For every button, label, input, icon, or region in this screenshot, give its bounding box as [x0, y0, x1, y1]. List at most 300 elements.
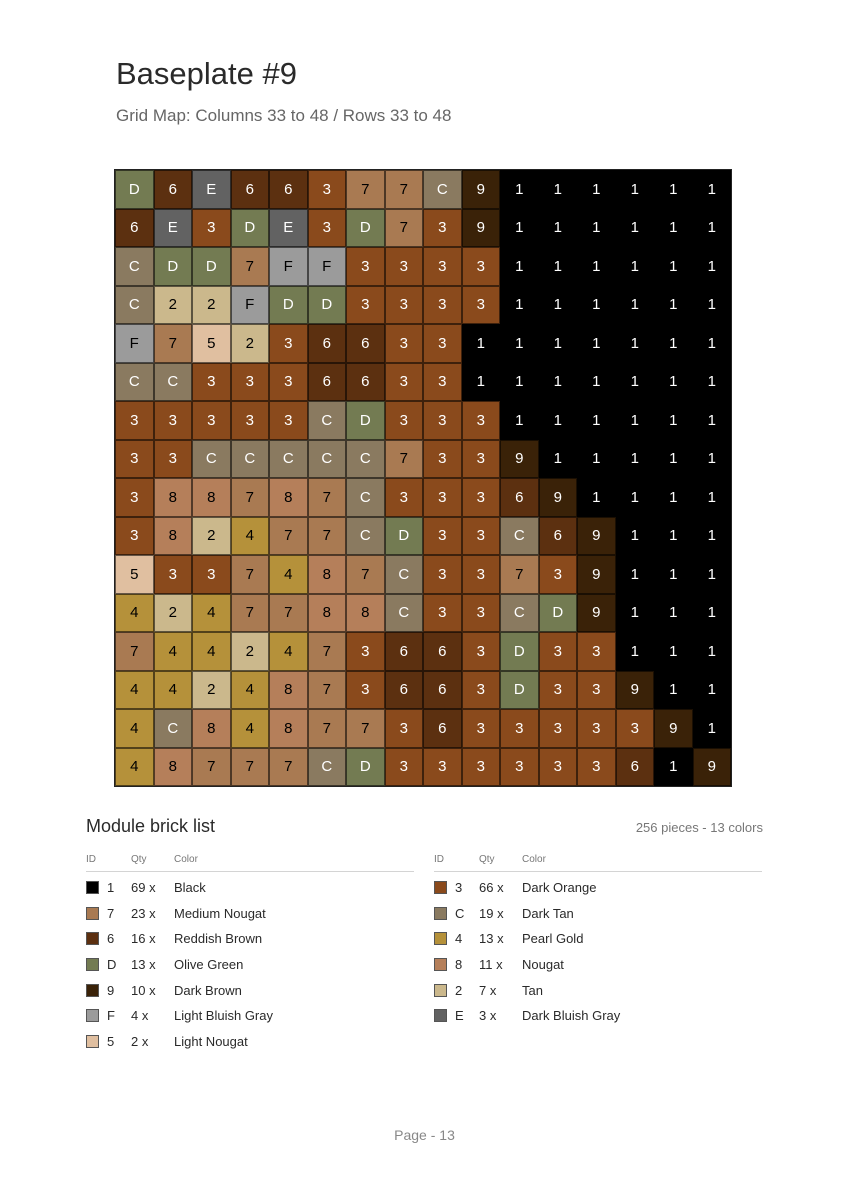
brick-list-item — [86, 953, 414, 979]
grid-cell: 1 — [577, 324, 616, 363]
grid-cell: 8 — [269, 478, 308, 517]
grid-cell: 7 — [192, 748, 231, 787]
grid-cell: E — [269, 209, 308, 248]
grid-cell: 3 — [423, 478, 462, 517]
grid-cell: 1 — [654, 324, 693, 363]
grid-cell: 6 — [423, 709, 462, 748]
grid-cell: 1 — [693, 440, 732, 479]
grid-cell: 1 — [616, 594, 655, 633]
grid-cell: 1 — [693, 517, 732, 556]
brick-id: 1 — [107, 880, 115, 895]
brick-list-item — [86, 876, 414, 902]
grid-cell: 9 — [539, 478, 578, 517]
grid-cell: 8 — [154, 517, 193, 556]
grid-cell: 6 — [269, 170, 308, 209]
grid-cell: 1 — [693, 363, 732, 402]
grid-cell: 7 — [385, 209, 424, 248]
grid-cell: D — [308, 286, 347, 325]
grid-cell: 1 — [500, 247, 539, 286]
brick-qty: 19 x — [479, 905, 504, 921]
grid-cell: 1 — [500, 363, 539, 402]
brick-color-name: Olive Green — [174, 957, 244, 973]
header-color: Color — [522, 854, 546, 865]
grid-cell: 1 — [539, 363, 578, 402]
color-swatch — [434, 881, 447, 894]
grid-cell: 1 — [500, 401, 539, 440]
grid-cell: 6 — [115, 209, 154, 248]
grid-cell: 7 — [346, 709, 385, 748]
brick-qty: 4 x — [131, 1008, 149, 1024]
grid-cell: C — [346, 478, 385, 517]
grid-cell: 1 — [462, 363, 501, 402]
brick-qty: 23 x — [131, 905, 156, 921]
brick-list-item — [434, 927, 762, 953]
grid-cell: 3 — [346, 632, 385, 671]
grid-cell: 6 — [500, 478, 539, 517]
grid-cell: 2 — [192, 671, 231, 710]
grid-cell: 1 — [577, 170, 616, 209]
grid-cell: 1 — [654, 247, 693, 286]
grid-cell: 3 — [385, 709, 424, 748]
grid-cell: 1 — [654, 748, 693, 787]
grid-cell: 1 — [693, 594, 732, 633]
brick-list-header — [434, 852, 762, 872]
brick-color-name: Medium Nougat — [174, 905, 266, 921]
grid-cell: 1 — [539, 209, 578, 248]
grid-cell: 9 — [577, 555, 616, 594]
grid-cell: 3 — [500, 748, 539, 787]
grid-cell: 7 — [115, 632, 154, 671]
brick-list-left — [86, 852, 414, 1056]
grid-cell: 3 — [423, 594, 462, 633]
grid-cell: 4 — [154, 671, 193, 710]
grid-cell: 3 — [423, 555, 462, 594]
brick-qty: 13 x — [479, 931, 504, 947]
grid-cell: D — [500, 671, 539, 710]
grid-cell: 7 — [231, 555, 270, 594]
grid-cell: 7 — [231, 247, 270, 286]
grid-cell: 3 — [462, 555, 501, 594]
grid-cell: 9 — [616, 671, 655, 710]
grid-cell: 3 — [308, 209, 347, 248]
grid-cell: 3 — [269, 363, 308, 402]
grid-cell: 1 — [577, 286, 616, 325]
grid-cell: 1 — [693, 209, 732, 248]
grid-cell: 4 — [154, 632, 193, 671]
grid-cell: 4 — [231, 709, 270, 748]
grid-cell: 1 — [616, 632, 655, 671]
brick-color-name: Dark Bluish Gray — [522, 1008, 621, 1024]
grid-cell: 3 — [539, 632, 578, 671]
color-swatch — [434, 984, 447, 997]
brick-qty: 7 x — [479, 982, 497, 998]
brick-qty: 69 x — [131, 880, 156, 895]
grid-cell: 3 — [462, 247, 501, 286]
grid-cell: 9 — [462, 170, 501, 209]
brick-list-right — [434, 852, 762, 1030]
brick-list-title: Module brick list — [86, 816, 216, 836]
grid-cell: 3 — [423, 247, 462, 286]
brick-color-name: Pearl Gold — [522, 931, 584, 947]
grid-cell: 5 — [115, 555, 154, 594]
grid-cell: 3 — [154, 440, 193, 479]
grid-cell: 1 — [654, 632, 693, 671]
grid-cell: 8 — [308, 594, 347, 633]
grid-cell: D — [269, 286, 308, 325]
grid-cell: C — [115, 247, 154, 286]
grid-cell: 3 — [154, 401, 193, 440]
grid-cell: 3 — [539, 709, 578, 748]
grid-cell: 6 — [539, 517, 578, 556]
grid-cell: 3 — [346, 286, 385, 325]
grid-cell: 3 — [462, 632, 501, 671]
grid-cell: 6 — [231, 170, 270, 209]
brick-list-header — [86, 852, 414, 872]
brick-id: 6 — [107, 931, 115, 947]
grid-cell: 3 — [577, 632, 616, 671]
color-swatch — [434, 958, 447, 971]
grid-cell: F — [308, 247, 347, 286]
color-swatch — [434, 932, 447, 945]
brick-id: F — [107, 1008, 115, 1024]
grid-cell: 3 — [462, 517, 501, 556]
grid-cell: 3 — [385, 748, 424, 787]
grid-cell: 3 — [423, 324, 462, 363]
grid-cell: 9 — [577, 594, 616, 633]
brick-list-item — [434, 1004, 762, 1030]
brick-list-rows-right — [434, 872, 762, 1030]
grid-cell: 1 — [616, 401, 655, 440]
grid-cell: 6 — [385, 632, 424, 671]
brick-id: E — [455, 1008, 464, 1024]
brick-color-name: Dark Brown — [174, 982, 242, 998]
grid-cell: 1 — [616, 286, 655, 325]
color-swatch — [434, 907, 447, 920]
color-swatch — [86, 907, 99, 920]
grid-cell: 1 — [654, 517, 693, 556]
grid-cell: 1 — [616, 478, 655, 517]
grid-cell: 1 — [693, 632, 732, 671]
grid-cell: 1 — [693, 709, 732, 748]
brick-list-item — [434, 953, 762, 979]
brick-list-item — [86, 1004, 414, 1030]
grid-cell: 1 — [654, 401, 693, 440]
grid-cell: 3 — [308, 170, 347, 209]
grid-cell: C — [269, 440, 308, 479]
brick-list-rows-left — [86, 872, 414, 1056]
grid-cell: 1 — [616, 170, 655, 209]
header-qty: Qty — [479, 854, 495, 865]
grid-cell: 7 — [308, 671, 347, 710]
grid-cell: 3 — [385, 401, 424, 440]
grid-cell: 3 — [539, 671, 578, 710]
grid-cell: 6 — [423, 632, 462, 671]
grid-cell: 3 — [192, 363, 231, 402]
grid-cell: 7 — [385, 440, 424, 479]
grid-cell: 3 — [462, 709, 501, 748]
grid-cell: 3 — [462, 671, 501, 710]
grid-cell: E — [154, 209, 193, 248]
grid-cell: C — [500, 517, 539, 556]
grid-cell: 1 — [616, 247, 655, 286]
grid-cell: 7 — [308, 709, 347, 748]
grid-cell: C — [192, 440, 231, 479]
brick-list-item — [86, 927, 414, 953]
grid-cell: 1 — [577, 478, 616, 517]
grid-cell: 3 — [154, 555, 193, 594]
grid-cell: 8 — [192, 709, 231, 748]
grid-cell: 1 — [500, 286, 539, 325]
grid-cell: 7 — [308, 517, 347, 556]
grid-cell: 1 — [693, 247, 732, 286]
grid-cell: 3 — [192, 209, 231, 248]
grid-cell: 7 — [231, 594, 270, 633]
grid-cell: 2 — [231, 324, 270, 363]
color-swatch — [86, 932, 99, 945]
brick-id: D — [107, 957, 117, 973]
grid-cell: 9 — [462, 209, 501, 248]
brick-list-item — [86, 902, 414, 928]
color-swatch — [434, 1009, 447, 1022]
grid-cell: 6 — [308, 363, 347, 402]
brick-list-item — [434, 876, 762, 902]
grid-cell: C — [423, 170, 462, 209]
color-swatch — [86, 881, 99, 894]
grid-cell: 1 — [616, 555, 655, 594]
grid-cell: 1 — [693, 324, 732, 363]
brick-id: 5 — [107, 1034, 115, 1050]
grid-cell: 3 — [115, 478, 154, 517]
grid-cell: D — [500, 632, 539, 671]
grid-cell: 6 — [385, 671, 424, 710]
grid-cell: 9 — [654, 709, 693, 748]
brick-id: 2 — [455, 982, 463, 998]
grid-cell: 9 — [693, 748, 732, 787]
grid-cell: 3 — [346, 671, 385, 710]
grid-cell: 1 — [654, 363, 693, 402]
grid-cell: 4 — [115, 748, 154, 787]
grid-cell: 1 — [539, 401, 578, 440]
grid-cell: 3 — [462, 478, 501, 517]
brick-color-name: Dark Orange — [522, 880, 597, 895]
grid-cell: 6 — [346, 324, 385, 363]
grid-cell: 3 — [462, 594, 501, 633]
brick-list-item — [434, 979, 762, 1005]
grid-cell: 9 — [577, 517, 616, 556]
grid-cell: 1 — [539, 440, 578, 479]
grid-cell: 3 — [577, 671, 616, 710]
grid-cell: C — [308, 440, 347, 479]
grid-cell: 7 — [154, 324, 193, 363]
grid-cell: 3 — [346, 247, 385, 286]
page-subtitle: Grid Map: Columns 33 to 48 / Rows 33 to 48 — [116, 106, 452, 125]
header-color: Color — [174, 854, 198, 865]
grid-cell: 1 — [462, 324, 501, 363]
grid-cell: 8 — [308, 555, 347, 594]
grid-cell: 4 — [115, 594, 154, 633]
grid-cell: 7 — [231, 748, 270, 787]
grid-cell: C — [115, 363, 154, 402]
grid-cell: 6 — [423, 671, 462, 710]
grid-cell: D — [346, 209, 385, 248]
grid-cell: 4 — [192, 594, 231, 633]
grid-cell: C — [154, 709, 193, 748]
brick-color-name: Light Bluish Gray — [174, 1008, 273, 1024]
grid-cell: F — [115, 324, 154, 363]
brick-color-name: Light Nougat — [174, 1034, 248, 1050]
grid-cell: 3 — [423, 286, 462, 325]
grid-cell: 8 — [154, 748, 193, 787]
grid-cell: F — [269, 247, 308, 286]
grid-cell: 2 — [192, 286, 231, 325]
grid-cell: 3 — [577, 709, 616, 748]
grid-cell: C — [385, 594, 424, 633]
grid-cell: 4 — [269, 555, 308, 594]
grid-cell: 3 — [231, 363, 270, 402]
grid-cell: 3 — [115, 401, 154, 440]
grid-cell: 7 — [385, 170, 424, 209]
grid-cell: 1 — [654, 209, 693, 248]
grid-cell: 7 — [308, 478, 347, 517]
grid-cell: D — [385, 517, 424, 556]
grid-cell: 1 — [616, 209, 655, 248]
grid-cell: 3 — [192, 401, 231, 440]
header-id: ID — [434, 854, 444, 865]
grid-cell: F — [231, 286, 270, 325]
grid-cell: 7 — [269, 748, 308, 787]
brick-id: 8 — [455, 957, 463, 973]
grid-cell: 3 — [385, 286, 424, 325]
brick-qty: 16 x — [131, 931, 156, 947]
grid-cell: 1 — [693, 478, 732, 517]
grid-cell: D — [192, 247, 231, 286]
grid-cell: 3 — [423, 440, 462, 479]
brick-id: 7 — [107, 905, 115, 921]
color-swatch — [86, 984, 99, 997]
grid-cell: 1 — [616, 324, 655, 363]
grid-cell: 1 — [500, 209, 539, 248]
grid-cell: C — [500, 594, 539, 633]
grid-cell: 6 — [154, 170, 193, 209]
grid-cell: C — [308, 401, 347, 440]
grid-cell: 1 — [500, 170, 539, 209]
brick-qty: 3 x — [479, 1008, 497, 1024]
grid-cell: 1 — [654, 170, 693, 209]
grid-cell: 1 — [577, 401, 616, 440]
grid-cell: 7 — [269, 517, 308, 556]
grid-cell: 1 — [616, 440, 655, 479]
grid-cell: 1 — [577, 209, 616, 248]
brick-color-name: Black — [174, 880, 206, 895]
brick-id: 4 — [455, 931, 463, 947]
brick-qty: 66 x — [479, 880, 504, 895]
brick-list-item — [434, 902, 762, 928]
grid-cell: 7 — [231, 478, 270, 517]
grid-cell: 1 — [539, 170, 578, 209]
grid-cell: D — [154, 247, 193, 286]
brick-color-name: Tan — [522, 982, 543, 998]
grid-cell: 3 — [616, 709, 655, 748]
grid-cell: 3 — [385, 324, 424, 363]
baseplate-grid-map — [115, 170, 731, 786]
grid-cell: 3 — [423, 401, 462, 440]
grid-cell: 3 — [423, 517, 462, 556]
grid-cell: 6 — [308, 324, 347, 363]
grid-cell: 3 — [385, 247, 424, 286]
grid-cell: C — [346, 517, 385, 556]
grid-cell: 3 — [231, 401, 270, 440]
grid-cell: 8 — [154, 478, 193, 517]
grid-cell: D — [231, 209, 270, 248]
grid-cell: 1 — [577, 440, 616, 479]
page-footer: Page - 13 — [394, 1127, 455, 1143]
grid-cell: C — [385, 555, 424, 594]
grid-cell: 7 — [308, 632, 347, 671]
grid-cell: 1 — [616, 517, 655, 556]
grid-cell: 7 — [346, 170, 385, 209]
grid-cell: 1 — [693, 671, 732, 710]
grid-cell: 3 — [500, 709, 539, 748]
grid-cell: 4 — [269, 632, 308, 671]
brick-list-summary: 256 pieces - 13 colors — [635, 820, 763, 835]
grid-cell: 1 — [693, 555, 732, 594]
grid-cell: 1 — [539, 247, 578, 286]
grid-cell: 1 — [654, 555, 693, 594]
brick-qty: 13 x — [131, 957, 156, 973]
grid-cell: 3 — [269, 401, 308, 440]
grid-cell: 3 — [462, 440, 501, 479]
grid-cell: 3 — [539, 748, 578, 787]
color-swatch — [86, 1035, 99, 1048]
grid-cell: 1 — [654, 594, 693, 633]
grid-cell: 3 — [539, 555, 578, 594]
grid-cell: 1 — [616, 363, 655, 402]
grid-cell: 1 — [577, 363, 616, 402]
grid-cell: 3 — [385, 478, 424, 517]
grid-cell: 6 — [616, 748, 655, 787]
grid-cell: 3 — [423, 209, 462, 248]
color-swatch — [86, 958, 99, 971]
header-qty: Qty — [131, 854, 147, 865]
grid-cell: 3 — [462, 286, 501, 325]
brick-qty: 11 x — [479, 957, 503, 973]
grid-cell: D — [539, 594, 578, 633]
grid-cell: 1 — [654, 671, 693, 710]
grid-cell: 2 — [154, 594, 193, 633]
grid-cell: 7 — [269, 594, 308, 633]
brick-qty: 10 x — [131, 982, 156, 998]
grid-cell: 3 — [385, 363, 424, 402]
grid-cell: 2 — [231, 632, 270, 671]
grid-cell: C — [231, 440, 270, 479]
brick-list-item — [86, 979, 414, 1005]
grid-cell: 1 — [539, 324, 578, 363]
brick-list-item — [86, 1030, 414, 1056]
brick-color-name: Reddish Brown — [174, 931, 263, 947]
grid-cell: 3 — [115, 440, 154, 479]
grid-cell: 3 — [462, 748, 501, 787]
grid-cell: 4 — [192, 632, 231, 671]
grid-cell: D — [346, 748, 385, 787]
grid-cell: 1 — [654, 286, 693, 325]
grid-cell: 3 — [462, 401, 501, 440]
grid-cell: 9 — [500, 440, 539, 479]
grid-cell: C — [115, 286, 154, 325]
grid-cell: C — [154, 363, 193, 402]
grid-cell: C — [346, 440, 385, 479]
grid-cell: 1 — [577, 247, 616, 286]
brick-id: 9 — [107, 982, 115, 998]
